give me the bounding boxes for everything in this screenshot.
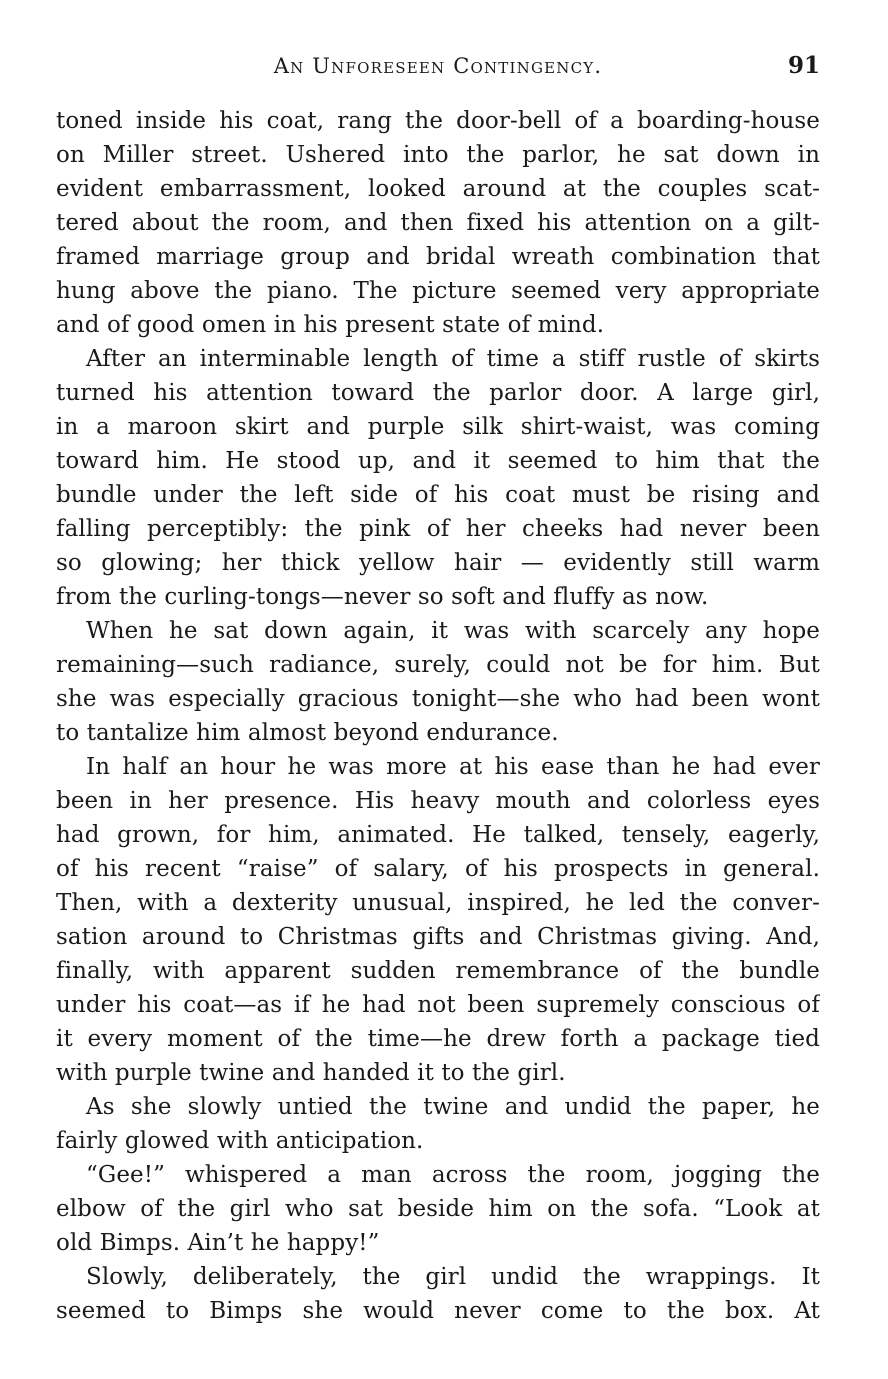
text-line: Slowly, deliberately, the girl undid the wrappings. It (86, 1264, 820, 1290)
text-line: When he sat down again, it was with scarcely any hope (86, 618, 820, 644)
text-line: After an interminable length of time a stiff rustle of skirts (86, 346, 820, 372)
text-line: falling perceptibly: the pink of her cheeks had never been (56, 516, 820, 542)
text-line: in a maroon skirt and purple silk shirt-waist, was coming (56, 414, 820, 440)
text-line: to tantalize him almost beyond endurance. (56, 720, 559, 746)
text-line: “Gee!” whispered a man across the room, jogging the (86, 1162, 820, 1188)
text-line: with purple twine and handed it to the girl. (56, 1060, 566, 1086)
paragraph (56, 1260, 820, 1328)
text-line: turned his attention toward the parlor door. A large girl, (56, 380, 820, 406)
text-line: In half an hour he was more at his ease than he had ever (86, 754, 820, 780)
page-number: 91 (787, 52, 820, 79)
text-line: had grown, for him, animated. He talked, tensely, eagerly, (56, 822, 820, 848)
text-line: framed marriage group and bridal wreath combination that (56, 244, 820, 270)
text-line: As she slowly untied the twine and undid the paper, he (86, 1094, 820, 1120)
text-line: old Bimps. Ain’t he happy!” (56, 1230, 380, 1256)
text-line: elbow of the girl who sat beside him on the sofa. “Look at (56, 1196, 820, 1222)
text-line: so glowing; her thick yellow hair — evidently still warm (56, 550, 820, 576)
text-line: toned inside his coat, rang the door-bell of a boarding-house (56, 108, 820, 134)
text-line: toward him. He stood up, and it seemed to him that the (56, 448, 820, 474)
paragraph (56, 104, 820, 342)
text-line: finally, with apparent sudden remembrance of the bundle (56, 958, 820, 984)
text-line: tered about the room, and then fixed his attention on a gilt- (56, 210, 820, 236)
text-line: sation around to Christmas gifts and Christmas giving. And, (56, 924, 820, 950)
body-text (56, 104, 820, 1328)
text-line: she was especially gracious tonight—she who had been wont (56, 686, 820, 712)
text-line: remaining—such radiance, surely, could not be for him. But (56, 652, 820, 678)
text-line: under his coat—as if he had not been supremely conscious of (56, 992, 820, 1018)
paragraph (56, 1158, 820, 1260)
text-line: of his recent “raise” of salary, of his prospects in general. (56, 856, 820, 882)
running-head (56, 50, 820, 82)
text-line: from the curling-tongs—never so soft and fluffy as now. (56, 584, 709, 610)
text-line: and of good omen in his present state of mind. (56, 312, 605, 338)
paragraph (56, 750, 820, 1090)
text-line: seemed to Bimps she would never come to the box. At (56, 1298, 820, 1324)
text-line: hung above the piano. The picture seemed very appropriate (56, 278, 820, 304)
paragraph (56, 614, 820, 750)
running-title: An Unforeseen Contingency. (273, 54, 603, 78)
text-line: been in her presence. His heavy mouth and colorless eyes (56, 788, 820, 814)
text-line: on Miller street. Ushered into the parlor, he sat down in (56, 142, 820, 168)
text-line: fairly glowed with anticipation. (56, 1128, 424, 1154)
paragraph (56, 1090, 820, 1158)
text-line: it every moment of the time—he drew forth a package tied (56, 1026, 820, 1052)
text-line: evident embarrassment, looked around at the couples scat- (56, 176, 820, 202)
paragraph (56, 342, 820, 614)
text-line: Then, with a dexterity unusual, inspired, he led the conver- (56, 890, 820, 916)
text-line: bundle under the left side of his coat must be rising and (56, 482, 820, 508)
